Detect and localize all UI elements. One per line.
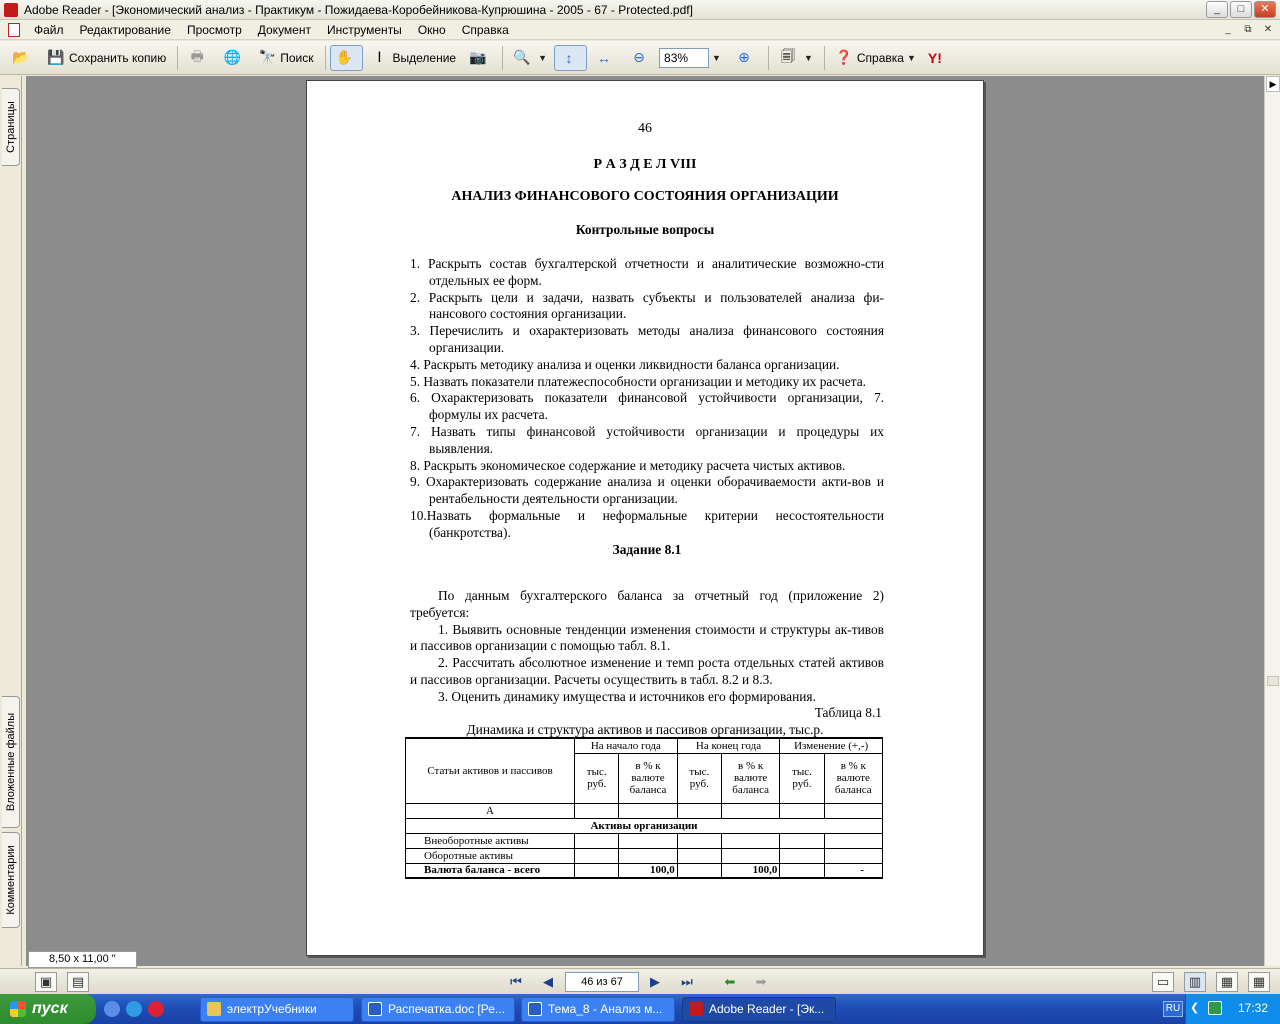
tab-pages-label: Страницы xyxy=(4,101,17,153)
word-icon xyxy=(368,1002,382,1016)
facing-mode-icon[interactable]: ▦ xyxy=(1216,972,1238,992)
menu-bar xyxy=(0,20,1280,40)
document-view[interactable] xyxy=(26,76,1264,966)
table-cell xyxy=(780,848,824,863)
tab-attachments-label: Вложенные файлы xyxy=(4,712,17,812)
toolbar-separator xyxy=(824,46,825,70)
email-button[interactable] xyxy=(217,45,250,71)
fit-width-button[interactable] xyxy=(589,45,622,71)
list-item: 6. Охарактеризовать показатели финансовой устойчивости организации, 7. формулы их расчета. xyxy=(410,390,884,423)
table-cell xyxy=(619,848,677,863)
chevron-down-icon[interactable]: ▼ xyxy=(538,52,548,63)
menu-tools[interactable]: Инструменты xyxy=(326,22,402,37)
help-button[interactable] xyxy=(829,45,921,71)
menu-document[interactable]: Документ xyxy=(257,22,311,37)
table-row xyxy=(406,863,883,878)
task-paragraph: По данным бухгалтерского баланса за отчетный год (приложение 2) требуется: xyxy=(410,588,884,620)
menu-help[interactable]: Справка xyxy=(461,22,509,37)
task-paragraph: 1. Выявить основные тенденции изменения стоимости и структуры ак-тивов и пассивов организации с помощью табл. 8.1. xyxy=(410,621,884,654)
table-subheader-percent: в % к валюте баланса xyxy=(619,753,677,803)
go-back-button[interactable]: ⬅ xyxy=(724,974,736,989)
select-label: Выделение xyxy=(392,50,457,65)
word-icon xyxy=(528,1002,542,1016)
section-heading: Р А З Д Е Л VIII xyxy=(593,157,697,172)
table-cell-name: Валюта баланса - всего xyxy=(406,863,575,878)
doc-restore-button[interactable]: ⧉ xyxy=(1244,24,1252,35)
task-label: электрУчебники xyxy=(227,1002,317,1016)
table-cell xyxy=(824,848,882,863)
window-controls xyxy=(1206,1,1276,18)
section-title: АНАЛИЗ ФИНАНСОВОГО СОСТОЯНИЯ ОРГАНИЗАЦИИ xyxy=(451,189,839,204)
task-heading: Задание 8.1 xyxy=(612,541,682,557)
folder-icon xyxy=(207,1002,221,1016)
floppy-disk-icon: 💾 xyxy=(47,49,65,65)
table-caption: Таблица 8.1 xyxy=(814,705,882,720)
zoom-tool-button[interactable] xyxy=(507,45,552,71)
yahoo-icon: Y! xyxy=(927,49,942,66)
task-electronic-textbooks[interactable] xyxy=(200,997,354,1022)
task-paragraph: 2. Рассчитать абсолютное изменение и темп роста отдельных статей активов и пассивов организации. Расчеты осуществить в табл. 8.2 и 8.3. xyxy=(410,655,884,687)
table-cell xyxy=(677,833,721,848)
table-section-assets: Активы организации xyxy=(406,818,883,833)
task-paragraph: 3. Оценить динамику имущества и источников его формирования. xyxy=(438,688,816,704)
zoom-input[interactable]: 83% xyxy=(659,48,709,68)
scroll-arrow-icon[interactable]: ▶ xyxy=(1266,76,1280,92)
table-header-change: Изменение (+,-) xyxy=(780,738,883,753)
search-label: Поиск xyxy=(280,50,314,65)
close-button[interactable]: ✕ xyxy=(1254,1,1276,18)
tab-comments[interactable] xyxy=(2,832,20,928)
questions-list xyxy=(410,256,884,558)
table-cell xyxy=(721,848,779,863)
print-button[interactable] xyxy=(182,45,215,71)
table-title: Динамика и структура активов и пассивов организации, тыс.р. xyxy=(466,722,824,737)
start-label: пуск xyxy=(32,1000,68,1017)
continuous-mode-icon[interactable]: ▥ xyxy=(1184,972,1206,992)
navigation-pane xyxy=(0,76,22,966)
zoom-out-icon: ⊖ xyxy=(633,49,645,65)
email-globe-icon: 🌐 xyxy=(223,49,241,65)
chevron-down-icon[interactable]: ▼ xyxy=(906,52,916,63)
text-cursor-icon: Ⅰ xyxy=(377,49,382,65)
toolbar-separator xyxy=(325,46,326,70)
vertical-scrollbar[interactable] xyxy=(1264,76,1280,966)
tray-app-icon[interactable] xyxy=(1208,1001,1222,1015)
go-forward-button[interactable]: ➡ xyxy=(755,974,767,989)
windows-flag-icon xyxy=(10,1001,26,1017)
list-item: 7. Назвать типы финансовой устойчивости организации и процедуры их выявления. xyxy=(410,423,884,456)
status-bar xyxy=(0,968,1280,994)
menu-view[interactable]: Просмотр xyxy=(186,22,242,37)
table-index-a: А xyxy=(406,803,575,818)
hand-icon: ✋ xyxy=(335,49,354,65)
last-page-button[interactable]: ⏭ xyxy=(681,974,693,989)
quick-launch xyxy=(104,1001,164,1017)
page-number: 46 xyxy=(638,121,652,136)
system-tray xyxy=(1185,994,1280,1024)
list-item: 8. Раскрыть экономическое содержание и методику расчета чистых активов. xyxy=(410,457,846,473)
next-page-button[interactable]: ▶ xyxy=(650,974,660,989)
table-cell xyxy=(677,863,721,878)
adobe-reader-icon xyxy=(689,1002,703,1016)
task-label: Распечатка.doc [Ре... xyxy=(388,1002,505,1016)
snapshot-button[interactable] xyxy=(463,45,496,71)
adobe-reader-icon xyxy=(4,3,18,17)
list-item: 2. Раскрыть цели и задачи, назвать субъекты и пользователей анализа фи-нансового состояния организации. xyxy=(410,289,884,322)
internet-explorer-icon[interactable] xyxy=(126,1001,142,1017)
select-tool-button[interactable] xyxy=(365,45,462,71)
zoom-in-button[interactable] xyxy=(729,45,762,71)
start-button[interactable] xyxy=(0,994,96,1024)
save-copy-button[interactable] xyxy=(41,45,171,71)
fit-page-button[interactable] xyxy=(554,45,587,71)
toolbar-separator xyxy=(768,46,769,70)
rotate-button[interactable] xyxy=(773,45,818,71)
pdf-page xyxy=(306,80,984,956)
table-row xyxy=(406,848,883,863)
language-indicator[interactable]: RU xyxy=(1163,1001,1183,1017)
table-row xyxy=(406,833,883,848)
table-header-articles: Статьи активов и пассивов xyxy=(406,738,575,803)
table-subheader-percent: в % к валюте баланса xyxy=(824,753,882,803)
tab-attachments[interactable] xyxy=(2,696,20,828)
table-cell: 100,0 xyxy=(619,863,677,878)
table-subheader-thousand: тыс. руб. xyxy=(677,753,721,803)
table-cell-name: Оборотные активы xyxy=(406,848,575,863)
questions-heading: Контрольные вопросы xyxy=(575,222,715,237)
table-header-start: На начало года xyxy=(575,738,678,753)
single-page-mode-icon[interactable]: ▭ xyxy=(1152,972,1174,992)
table-cell xyxy=(824,833,882,848)
chevron-left-icon[interactable]: ❮ xyxy=(1190,1002,1200,1014)
network-icon[interactable] xyxy=(104,1001,120,1017)
task-text xyxy=(410,588,884,706)
zoom-out-button[interactable] xyxy=(624,45,657,71)
table-subheader-thousand: тыс. руб. xyxy=(575,753,619,803)
page-layout-icon[interactable]: ▤ xyxy=(67,972,89,992)
tab-comments-label: Комментарии xyxy=(4,845,17,915)
previous-page-button[interactable]: ◀ xyxy=(543,974,553,989)
clock: 17:32 xyxy=(1238,1001,1269,1015)
balance-table xyxy=(405,737,883,879)
menu-edit[interactable]: Редактирование xyxy=(79,22,171,37)
table-header-end: На конец года xyxy=(677,738,780,753)
search-button[interactable] xyxy=(252,45,318,71)
tab-pages[interactable] xyxy=(2,88,20,166)
task-adobe-reader[interactable] xyxy=(682,997,836,1022)
document-window-controls xyxy=(1220,22,1276,37)
hand-tool-button[interactable] xyxy=(330,45,363,71)
folder-open-icon: 📂 xyxy=(12,49,30,65)
task-word-topic8[interactable] xyxy=(521,997,675,1022)
table-cell-name: Внеоборотные активы xyxy=(406,833,575,848)
page-number-input[interactable]: 46 из 67 xyxy=(565,972,639,992)
table-cell xyxy=(677,848,721,863)
title-bar xyxy=(0,0,1280,20)
toolbar xyxy=(0,41,1280,75)
doc-close-button[interactable]: ✕ xyxy=(1263,24,1273,35)
toolbar-separator xyxy=(502,46,503,70)
menu-window[interactable]: Окно xyxy=(417,22,446,37)
task-label: Adobe Reader - [Эк... xyxy=(709,1002,825,1016)
zoom-in-icon: ⊕ xyxy=(738,49,750,65)
opera-icon[interactable] xyxy=(148,1001,164,1017)
binoculars-icon: 🔭 xyxy=(258,49,276,65)
table-cell xyxy=(721,833,779,848)
fit-width-icon: ↔ xyxy=(597,49,612,66)
taskbar xyxy=(0,994,1280,1024)
yahoo-search-button[interactable] xyxy=(923,45,947,71)
list-item: 3. Перечислить и охарактеризовать методы анализа финансового состояния организации. xyxy=(410,323,884,355)
printer-icon: 🖶 xyxy=(190,47,204,64)
magnifier-icon: 🔍 xyxy=(513,49,531,65)
table-subheader-percent: в % к валюте баланса xyxy=(721,753,779,803)
list-item: 4. Раскрыть методику анализа и оценки ликвидности баланса организации. xyxy=(410,356,840,372)
toolbar-separator xyxy=(177,46,178,70)
task-label: Тема_8 - Анализ м... xyxy=(548,1002,663,1016)
table-subheader-thousand: тыс. руб. xyxy=(780,753,824,803)
list-item: 10.Назвать формальные и неформальные критерии несостоятельности (банкротства). xyxy=(410,507,884,540)
list-item: 1. Раскрыть состав бухгалтерской отчетности и аналитические возможно-сти отдельных ее форм. xyxy=(410,256,884,288)
camera-icon: 📷 xyxy=(469,49,487,65)
help-label: Справка xyxy=(856,50,904,65)
zoom-dropdown-icon[interactable]: ▼ xyxy=(712,52,721,63)
table-cell xyxy=(575,848,619,863)
help-question-icon: ❓ xyxy=(835,49,853,65)
menu-file[interactable]: Файл xyxy=(34,22,64,37)
table-cell xyxy=(575,863,619,878)
continuous-facing-mode-icon[interactable]: ▦ xyxy=(1248,972,1270,992)
window-title: Adobe Reader - [Экономический анализ - Практикум - Пожидаева-Коробейникова-Купрюшина - 2005 - 67 - Protected.pdf] xyxy=(24,2,693,17)
page-size-readout: 8,50 x 11,00 " xyxy=(28,951,137,968)
maximize-button[interactable]: □ xyxy=(1230,1,1252,18)
scroll-thumb[interactable] xyxy=(1267,676,1279,686)
save-copy-label: Сохранить копию xyxy=(69,50,167,65)
table-cell xyxy=(780,863,824,878)
document-icon[interactable] xyxy=(8,23,20,37)
minimize-button[interactable]: _ xyxy=(1206,1,1228,18)
list-item: 9. Охарактеризовать содержание анализа и оценки оборачиваемости акти-вов и рентабельности деятельности организации. xyxy=(410,474,884,507)
fit-page-icon: ↕ xyxy=(565,49,573,66)
chevron-down-icon[interactable]: ▼ xyxy=(803,52,813,63)
task-word-printout[interactable] xyxy=(361,997,515,1022)
doc-minimize-button[interactable]: _ xyxy=(1225,24,1231,35)
first-page-button[interactable]: ⏮ xyxy=(510,974,522,989)
single-page-view-icon[interactable]: ▣ xyxy=(35,972,57,992)
table-cell: 100,0 xyxy=(721,863,779,878)
open-button[interactable] xyxy=(6,45,39,71)
table-cell xyxy=(619,833,677,848)
list-item: 5. Назвать показатели платежеспособности организации и методику их расчета. xyxy=(410,373,867,389)
pages-icon: 🗐 xyxy=(780,47,795,64)
table-cell: - xyxy=(824,863,882,878)
table-cell xyxy=(780,833,824,848)
table-cell xyxy=(575,833,619,848)
